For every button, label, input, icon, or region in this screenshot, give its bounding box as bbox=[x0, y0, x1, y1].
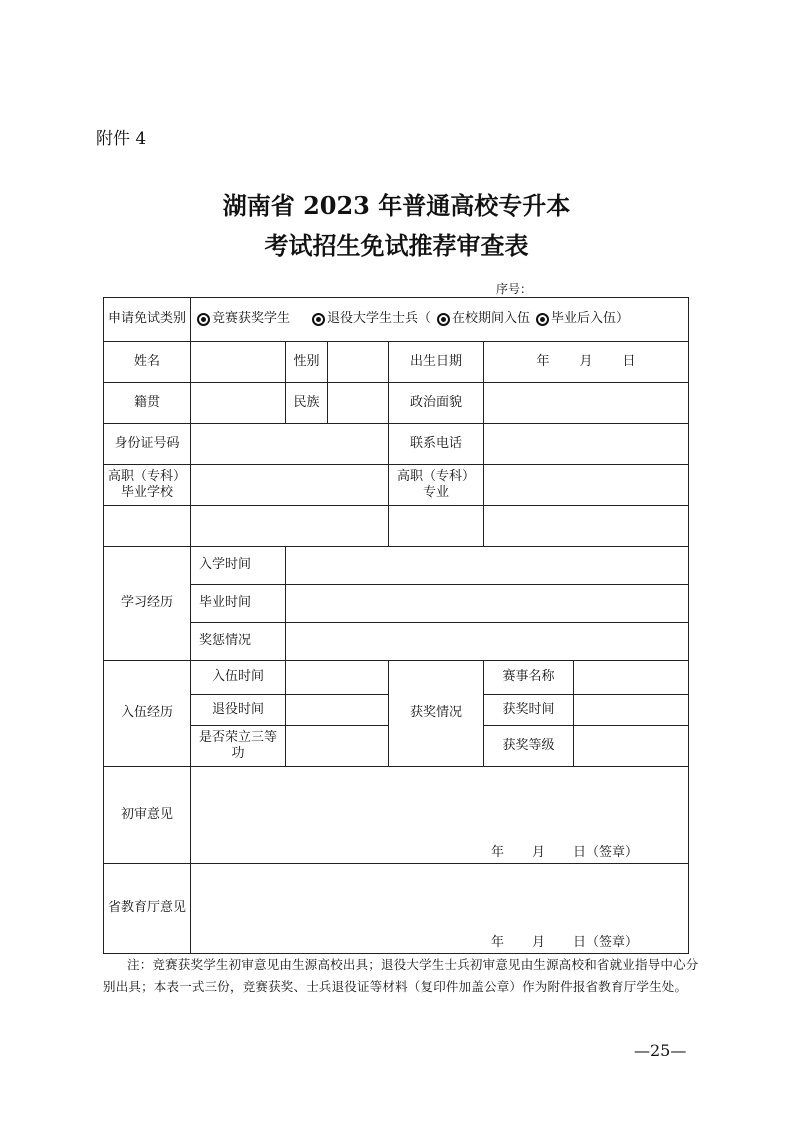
gender-field[interactable] bbox=[328, 342, 389, 383]
radio-icon bbox=[312, 313, 325, 326]
id-number-field[interactable] bbox=[191, 424, 389, 465]
discharge-time-label: 退役时间 bbox=[191, 695, 286, 726]
serial-number-label: 序号： bbox=[496, 282, 533, 296]
study-history-label: 学习经历 bbox=[104, 547, 191, 661]
provincial-review-field[interactable] bbox=[191, 864, 689, 954]
ethnicity-label: 民族 bbox=[286, 383, 328, 424]
recommendation-form-table bbox=[103, 297, 689, 954]
extra-row-cell[interactable] bbox=[389, 506, 484, 547]
enlist-time-field[interactable] bbox=[286, 661, 389, 695]
form-title-line2: 考试招生免试推荐审查表 bbox=[264, 231, 529, 260]
graduate-school-label: 高职（专科）毕业学校 bbox=[104, 465, 191, 506]
major-field[interactable] bbox=[484, 465, 689, 506]
name-label: 姓名 bbox=[104, 342, 191, 383]
extra-row-cell[interactable] bbox=[104, 506, 191, 547]
radio-icon bbox=[437, 313, 450, 326]
political-status-field[interactable] bbox=[484, 383, 689, 424]
discharge-time-field[interactable] bbox=[286, 695, 389, 726]
name-field[interactable] bbox=[191, 342, 286, 383]
page-number: —25— bbox=[634, 1041, 687, 1060]
rewards-penalties-field[interactable] bbox=[286, 623, 689, 661]
initial-review-signature: 年 月 日（签章） bbox=[491, 844, 639, 860]
native-place-field[interactable] bbox=[191, 383, 286, 424]
rewards-penalties-label: 奖惩情况 bbox=[191, 623, 286, 661]
phone-label: 联系电话 bbox=[389, 424, 484, 465]
category-label: 申请免试类别 bbox=[104, 298, 191, 342]
native-place-label: 籍贯 bbox=[104, 383, 191, 424]
form-title-line1: 湖南省 2023 年普通高校专升本 bbox=[222, 191, 571, 220]
phone-field[interactable] bbox=[484, 424, 689, 465]
category-option-veteran[interactable]: 退役大学生士兵（ bbox=[312, 311, 431, 327]
contest-name-label: 赛事名称 bbox=[484, 661, 574, 695]
birth-date-field[interactable]: 年 月 日 bbox=[484, 342, 689, 383]
graduate-time-field[interactable] bbox=[286, 585, 689, 623]
award-time-field[interactable] bbox=[574, 695, 689, 726]
category-option-enlisted-after-graduation[interactable]: 毕业后入伍） bbox=[536, 311, 629, 327]
award-time-label: 获奖时间 bbox=[484, 695, 574, 726]
graduate-school-field[interactable] bbox=[191, 465, 389, 506]
enlist-time-label: 入伍时间 bbox=[191, 661, 286, 695]
radio-icon bbox=[536, 313, 549, 326]
initial-review-field[interactable] bbox=[191, 767, 689, 864]
footnote: 注：竞赛获奖学生初审意见由生源高校出具；退役大学生士兵初审意见由生源高校和省就业指导中心分别出具；本表一式三份，竞赛获奖、士兵退役证等材料（复印件加盖公章）作为附件报省教育厅学生处。 bbox=[103, 957, 699, 994]
birth-date-label: 出生日期 bbox=[389, 342, 484, 383]
enroll-time-field[interactable] bbox=[286, 547, 689, 585]
ethnicity-field[interactable] bbox=[328, 383, 389, 424]
award-level-field[interactable] bbox=[574, 726, 689, 767]
award-level-label: 获奖等级 bbox=[484, 726, 574, 767]
provincial-review-label: 省教育厅意见 bbox=[104, 864, 191, 954]
contest-name-field[interactable] bbox=[574, 661, 689, 695]
military-history-label: 入伍经历 bbox=[104, 661, 191, 767]
initial-review-label: 初审意见 bbox=[104, 767, 191, 864]
category-option-contest[interactable]: 竞赛获奖学生 bbox=[197, 311, 290, 327]
enroll-time-label: 入学时间 bbox=[191, 547, 286, 585]
annex-label: 附件 4 bbox=[96, 129, 147, 149]
graduate-school-extra-field[interactable] bbox=[191, 506, 389, 547]
graduate-time-label: 毕业时间 bbox=[191, 585, 286, 623]
radio-icon bbox=[197, 313, 210, 326]
major-label: 高职（专科）专业 bbox=[389, 465, 484, 506]
id-number-label: 身份证号码 bbox=[104, 424, 191, 465]
merit-question-label: 是否荣立三等功 bbox=[191, 726, 286, 767]
gender-label: 性别 bbox=[286, 342, 328, 383]
political-status-label: 政治面貌 bbox=[389, 383, 484, 424]
category-options bbox=[195, 311, 686, 327]
awards-label: 获奖情况 bbox=[389, 661, 484, 767]
merit-field[interactable] bbox=[286, 726, 389, 767]
provincial-review-signature: 年 月 日（签章） bbox=[491, 934, 639, 950]
major-extra-field[interactable] bbox=[484, 506, 689, 547]
category-option-enlisted-in-school[interactable]: 在校期间入伍 bbox=[437, 311, 530, 327]
